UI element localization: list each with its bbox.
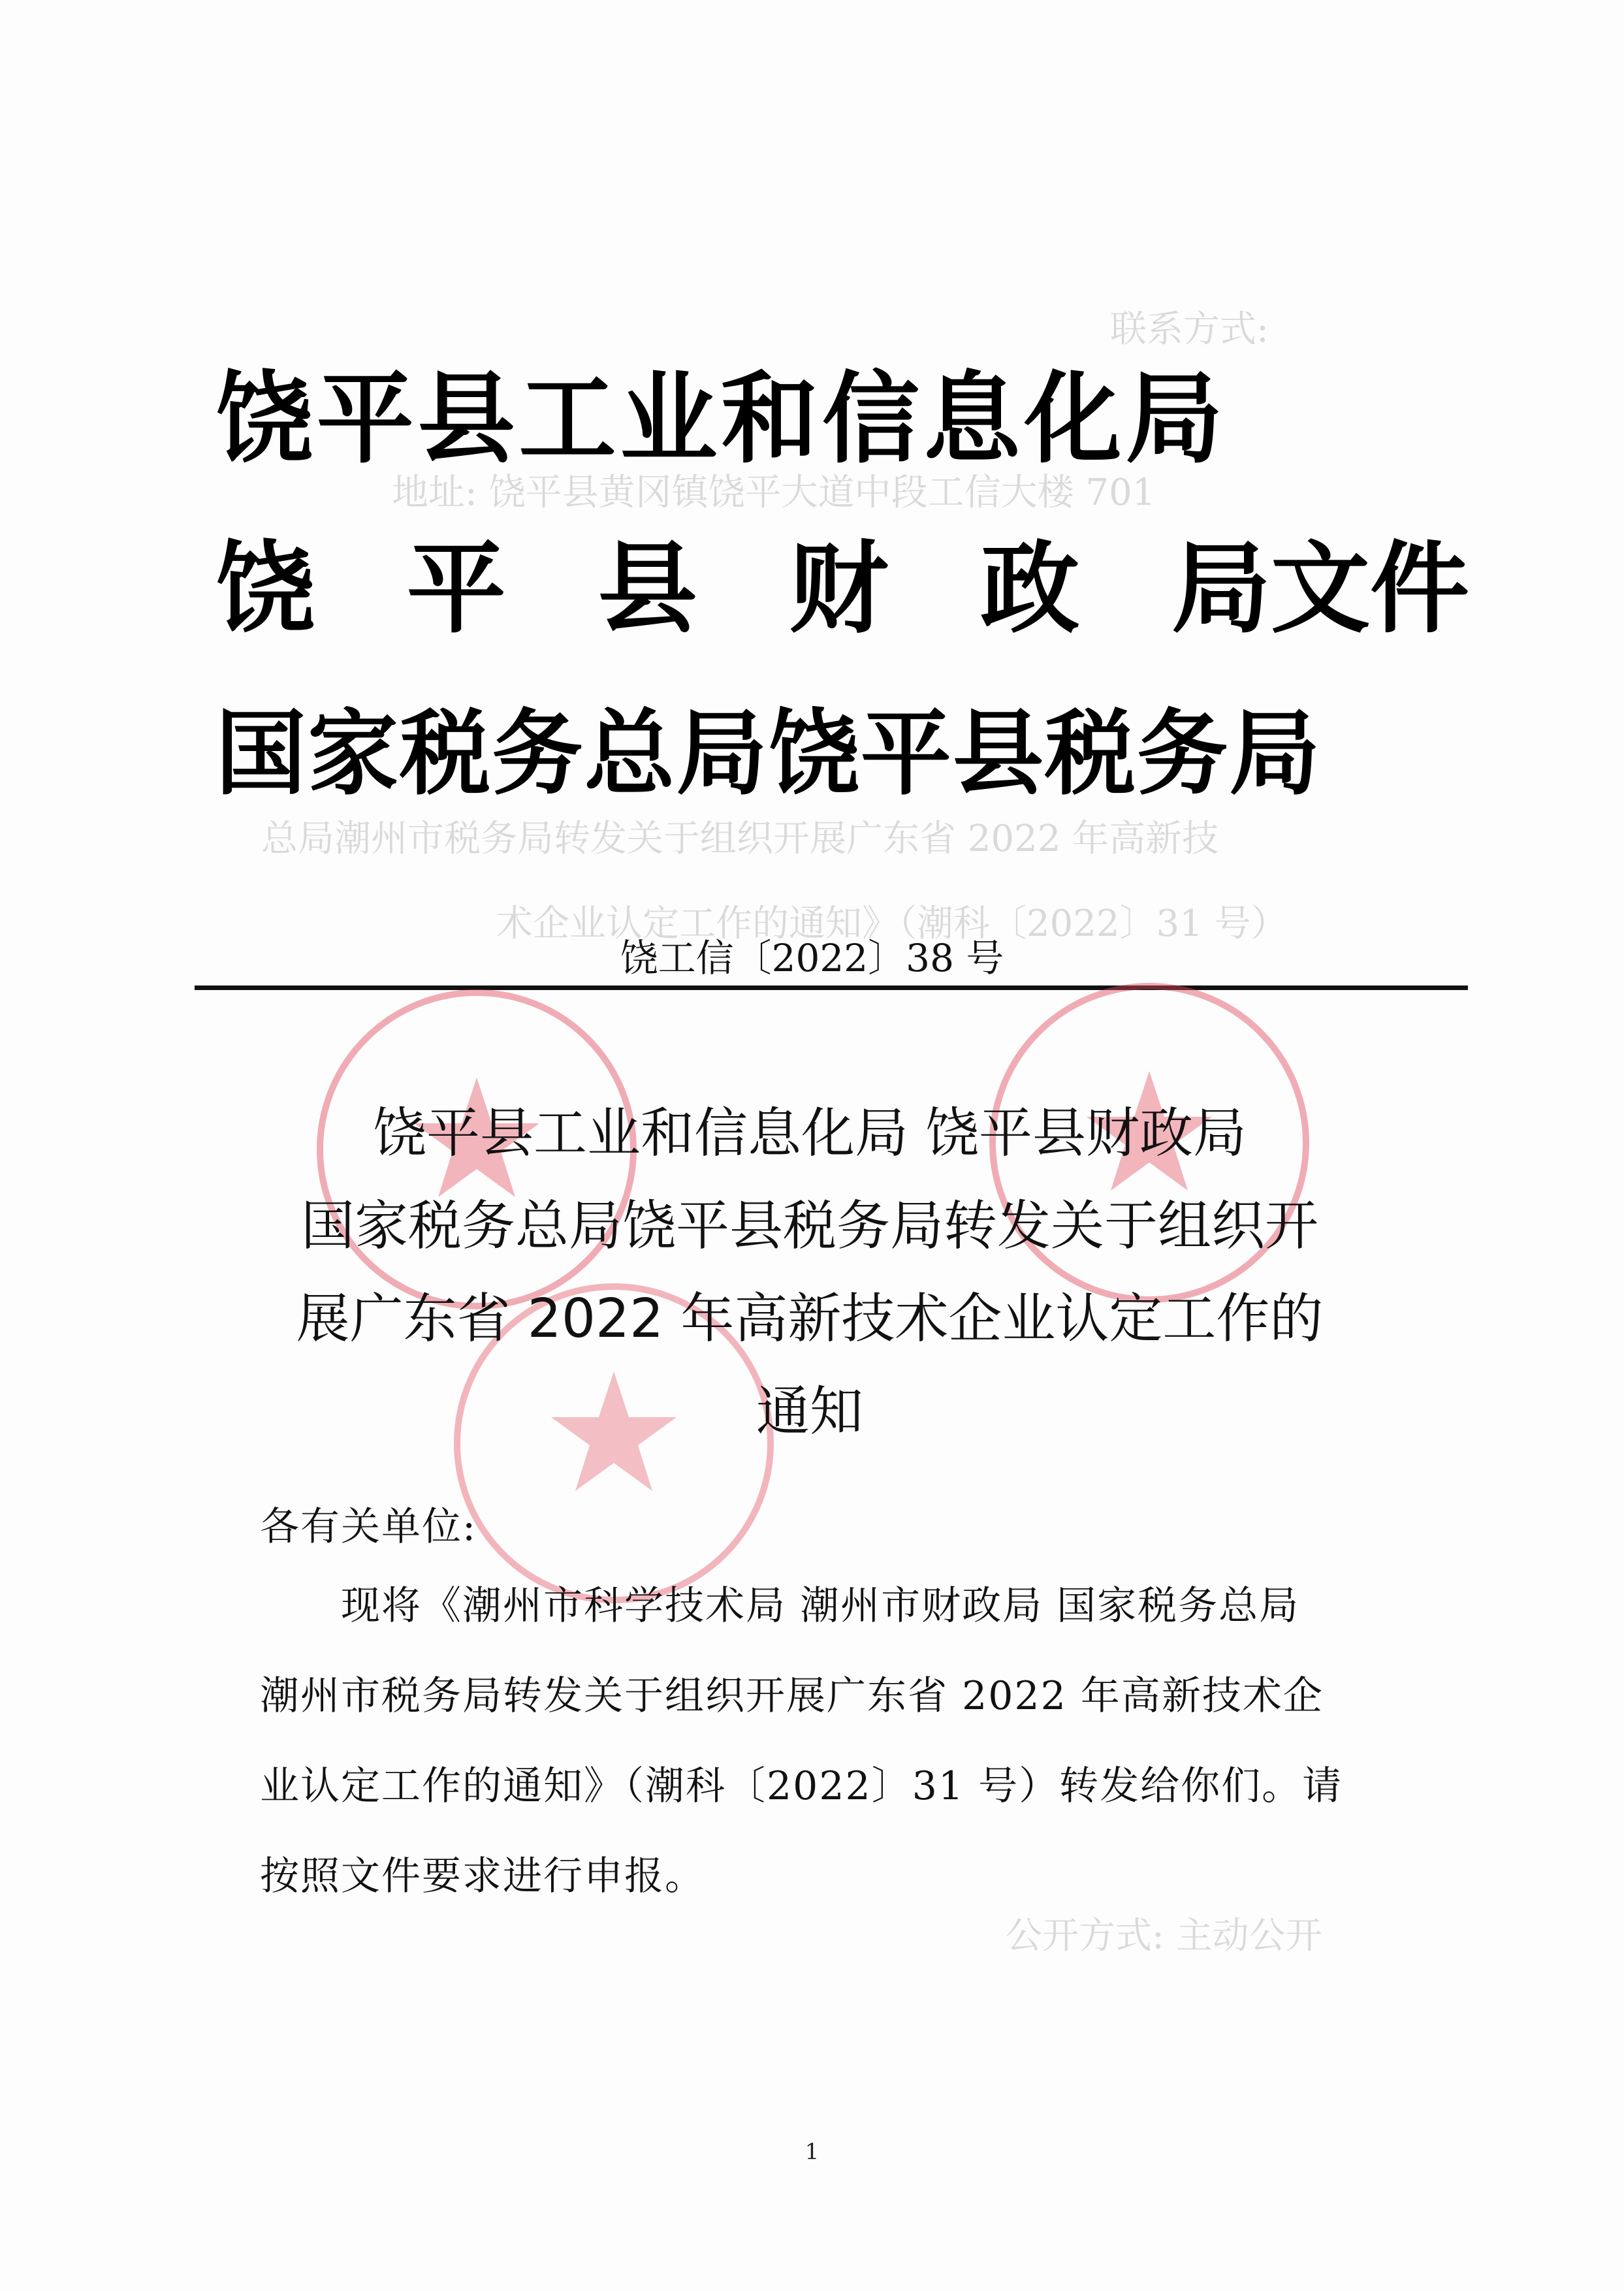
bleed-through-text: 地址: 饶平县黄冈镇饶平大道中段工信大楼 701: [392, 472, 1156, 514]
body-line: 业认定工作的通知》（潮科〔2022〕31 号）转发给你们。请: [260, 1763, 1343, 1809]
title-line: 饶平县工业和信息化局 饶平县财政局: [372, 1102, 1247, 1164]
letterhead-char: 平: [406, 531, 506, 647]
letterhead-char: 政: [980, 531, 1080, 647]
letterhead-char: 饶: [215, 531, 315, 647]
salutation: 各有关单位:: [260, 1504, 477, 1550]
document-title: [242, 1087, 1378, 1458]
title-line: 通知: [756, 1381, 863, 1443]
bleed-through-text: 总局潮州市税务局转发关于组织开展广东省 2022 年高新技: [261, 818, 1219, 860]
title-line: 国家税务总局饶平县税务局转发关于组织开: [300, 1195, 1318, 1257]
bleed-through-text: 公开方式: 主动公开: [1006, 1915, 1322, 1957]
bleed-through-text: 术企业认定工作的通知》（潮科〔2022〕31 号）: [496, 903, 1288, 945]
letterhead-char: 局文件: [1171, 531, 1469, 647]
bleed-through-text: 联系方式:: [1110, 308, 1269, 351]
body-line: 潮州市税务局转发关于组织开展广东省 2022 年高新技术企: [260, 1673, 1324, 1719]
body-paragraph: [260, 1561, 1383, 1921]
letterhead-line-1: 饶平县工业和信息化局: [215, 361, 1227, 477]
letterhead-line-3: 国家税务总局饶平县税务局: [215, 700, 1322, 808]
letterhead-line-2: [215, 509, 1469, 652]
letterhead-char: 县: [597, 531, 697, 647]
letterhead-char: 财: [789, 531, 889, 647]
body-line: 现将《潮州市科学技术局 潮州市财政局 国家税务总局: [341, 1583, 1300, 1629]
document-number: 饶工信〔2022〕38 号: [620, 936, 1004, 980]
header-divider: [195, 985, 1468, 990]
body-line: 按照文件要求进行申报。: [260, 1853, 705, 1899]
page-number: 1: [804, 2139, 820, 2165]
title-line: 展广东省 2022 年高新技术企业认定工作的: [296, 1288, 1324, 1350]
